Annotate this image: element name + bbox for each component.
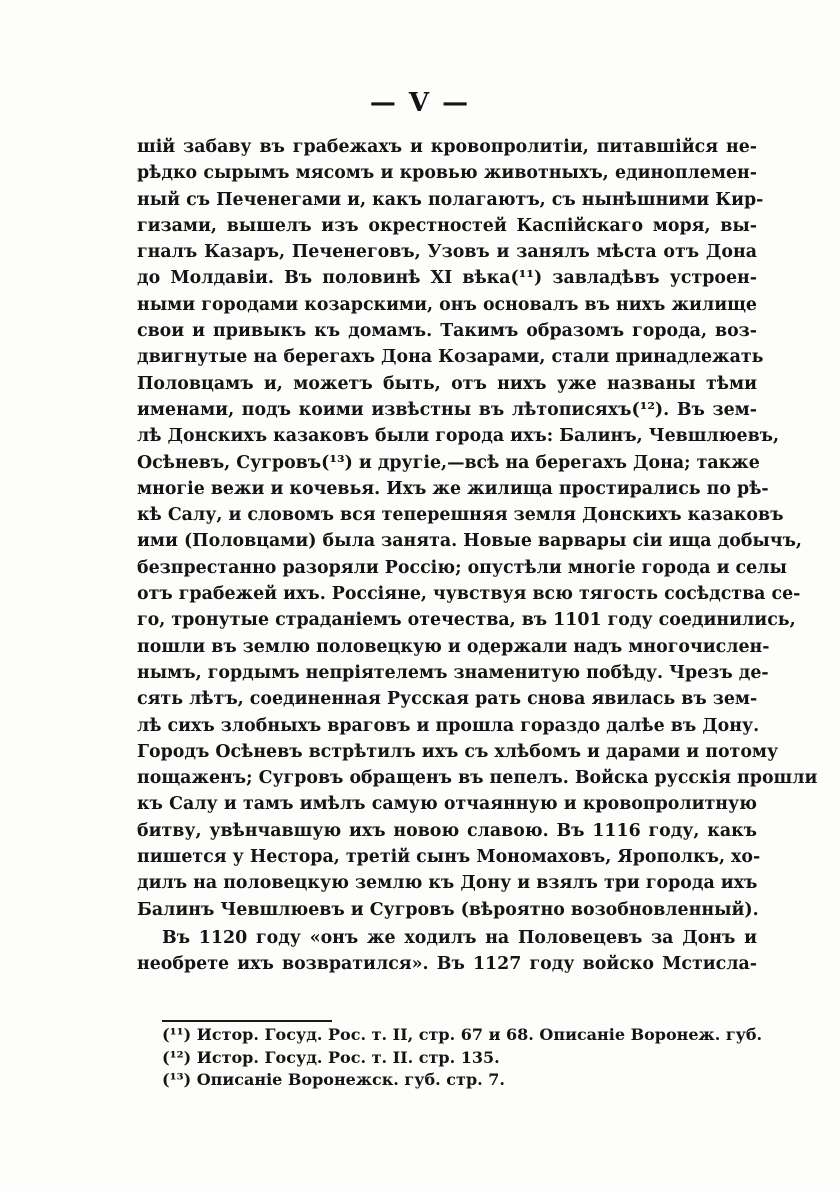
text-line: Балинъ Чевшлюевъ и Сугровъ (вѣроятно возобновленный). xyxy=(137,899,759,920)
text-line: двигнутые на берегахъ Дона Козарами, стали принадлежать xyxy=(137,347,764,368)
text-line: го, тронутые страданіемъ отечества, въ 1101 году соединились, xyxy=(137,610,796,631)
text-line: битву, увѣнчавшую ихъ новою славою. Въ 1116 году, какъ xyxy=(137,820,757,841)
footnotes xyxy=(162,1024,762,1092)
text-line: пишется у Нестора, третій сынъ Мономаховъ, Ярополкъ, хо- xyxy=(137,847,761,868)
text-line: безпрестанно разоряли Россію; опустѣли многіе города и селы xyxy=(137,557,787,578)
page-number: — V — xyxy=(369,88,471,118)
text-line: Осѣневъ, Сугровъ(¹³) и другіе,—всѣ на берегахъ Дона; также xyxy=(137,452,760,473)
text-line: къ Салу и тамъ имѣлъ самую отчаянную и кровопролитную xyxy=(137,794,757,815)
text-line: рѣдко сырымъ мясомъ и кровью животныхъ, единоплемен- xyxy=(137,163,757,184)
text-line: гналъ Казаръ, Печенеговъ, Узовъ и занялъ мѣста отъ Дона xyxy=(137,242,757,263)
footnote-rule xyxy=(162,1020,332,1022)
text-line: лѣ Донскихъ казаковъ были города ихъ: Балинъ, Чевшлюевъ, xyxy=(137,426,780,447)
text-line: нымъ, гордымъ непріятелемъ знаменитую побѣду. Чрезъ де- xyxy=(137,662,769,683)
text-line: дилъ на половецкую землю къ Дону и взялъ три города ихъ xyxy=(137,873,758,894)
text-line: ими (Половцами) была занята. Новые варвары сіи ища добычъ, xyxy=(137,531,802,552)
text-line: Половцамъ и, можетъ быть, отъ нихъ уже названы тѣми xyxy=(137,373,757,394)
text-line: шій забаву въ грабежахъ и кровопролитіи, питавшійся не- xyxy=(137,137,757,157)
footnote-13: (¹³) Описаніе Воронежск. губ. стр. 7. xyxy=(162,1070,505,1089)
text-line: сять лѣтъ, соединенная Русская рать снова явилась въ зем- xyxy=(137,689,758,710)
text-line: именами, подъ коими извѣстны въ лѣтописяхъ(¹²). Въ зем- xyxy=(137,399,757,420)
footnote-11: (¹¹) Истор. Госуд. Рос. т. II, стр. 67 и 68. Описаніе Воронеж. губ. xyxy=(162,1025,763,1044)
text-line: гизами, вышелъ изъ окрестностей Каспійскаго моря, вы- xyxy=(137,215,757,236)
body-text xyxy=(137,134,818,978)
text-line: ный съ Печенегами и, какъ полагаютъ, съ нынѣшними Кир- xyxy=(137,189,764,210)
text-line: отъ грабежей ихъ. Россіяне, чувствуя всю тягость сосѣдства се- xyxy=(137,584,801,605)
text-line: ными городами козарскими, онъ основалъ въ нихъ жилище xyxy=(137,294,757,315)
text-line: необрете ихъ возвратился». Въ 1127 году войско Мстисла- xyxy=(137,954,757,975)
text-line: свои и привыкъ къ домамъ. Такимъ образомъ города, воз- xyxy=(137,321,757,342)
text-line: до Молдавіи. Въ половинѣ XI вѣка(¹¹) завладѣвъ устроен- xyxy=(137,268,757,289)
text-line: Городъ Осѣневъ встрѣтилъ ихъ съ хлѣбомъ и дарами и потому xyxy=(137,741,779,762)
text-line: лѣ сихъ злобныхъ враговъ и прошла гораздо далѣе въ Дону. xyxy=(137,715,760,736)
text-line: пощаженъ; Сугровъ обращенъ въ пепелъ. Войска русскія прошли xyxy=(137,768,818,789)
text-line: кѣ Салу, и словомъ вся теперешняя земля Донскихъ казаковъ xyxy=(137,505,784,526)
text-line: многіе вежи и кочевья. Ихъ же жилища простирались по рѣ- xyxy=(137,478,769,499)
text-line: Въ 1120 году «онъ же ходилъ на Половецевъ за Донъ и xyxy=(162,927,757,948)
footnote-12: (¹²) Истор. Госуд. Рос. т. II. стр. 135. xyxy=(162,1047,500,1067)
text-line: пошли въ землю половецкую и одержали надъ многочислен- xyxy=(137,636,770,657)
